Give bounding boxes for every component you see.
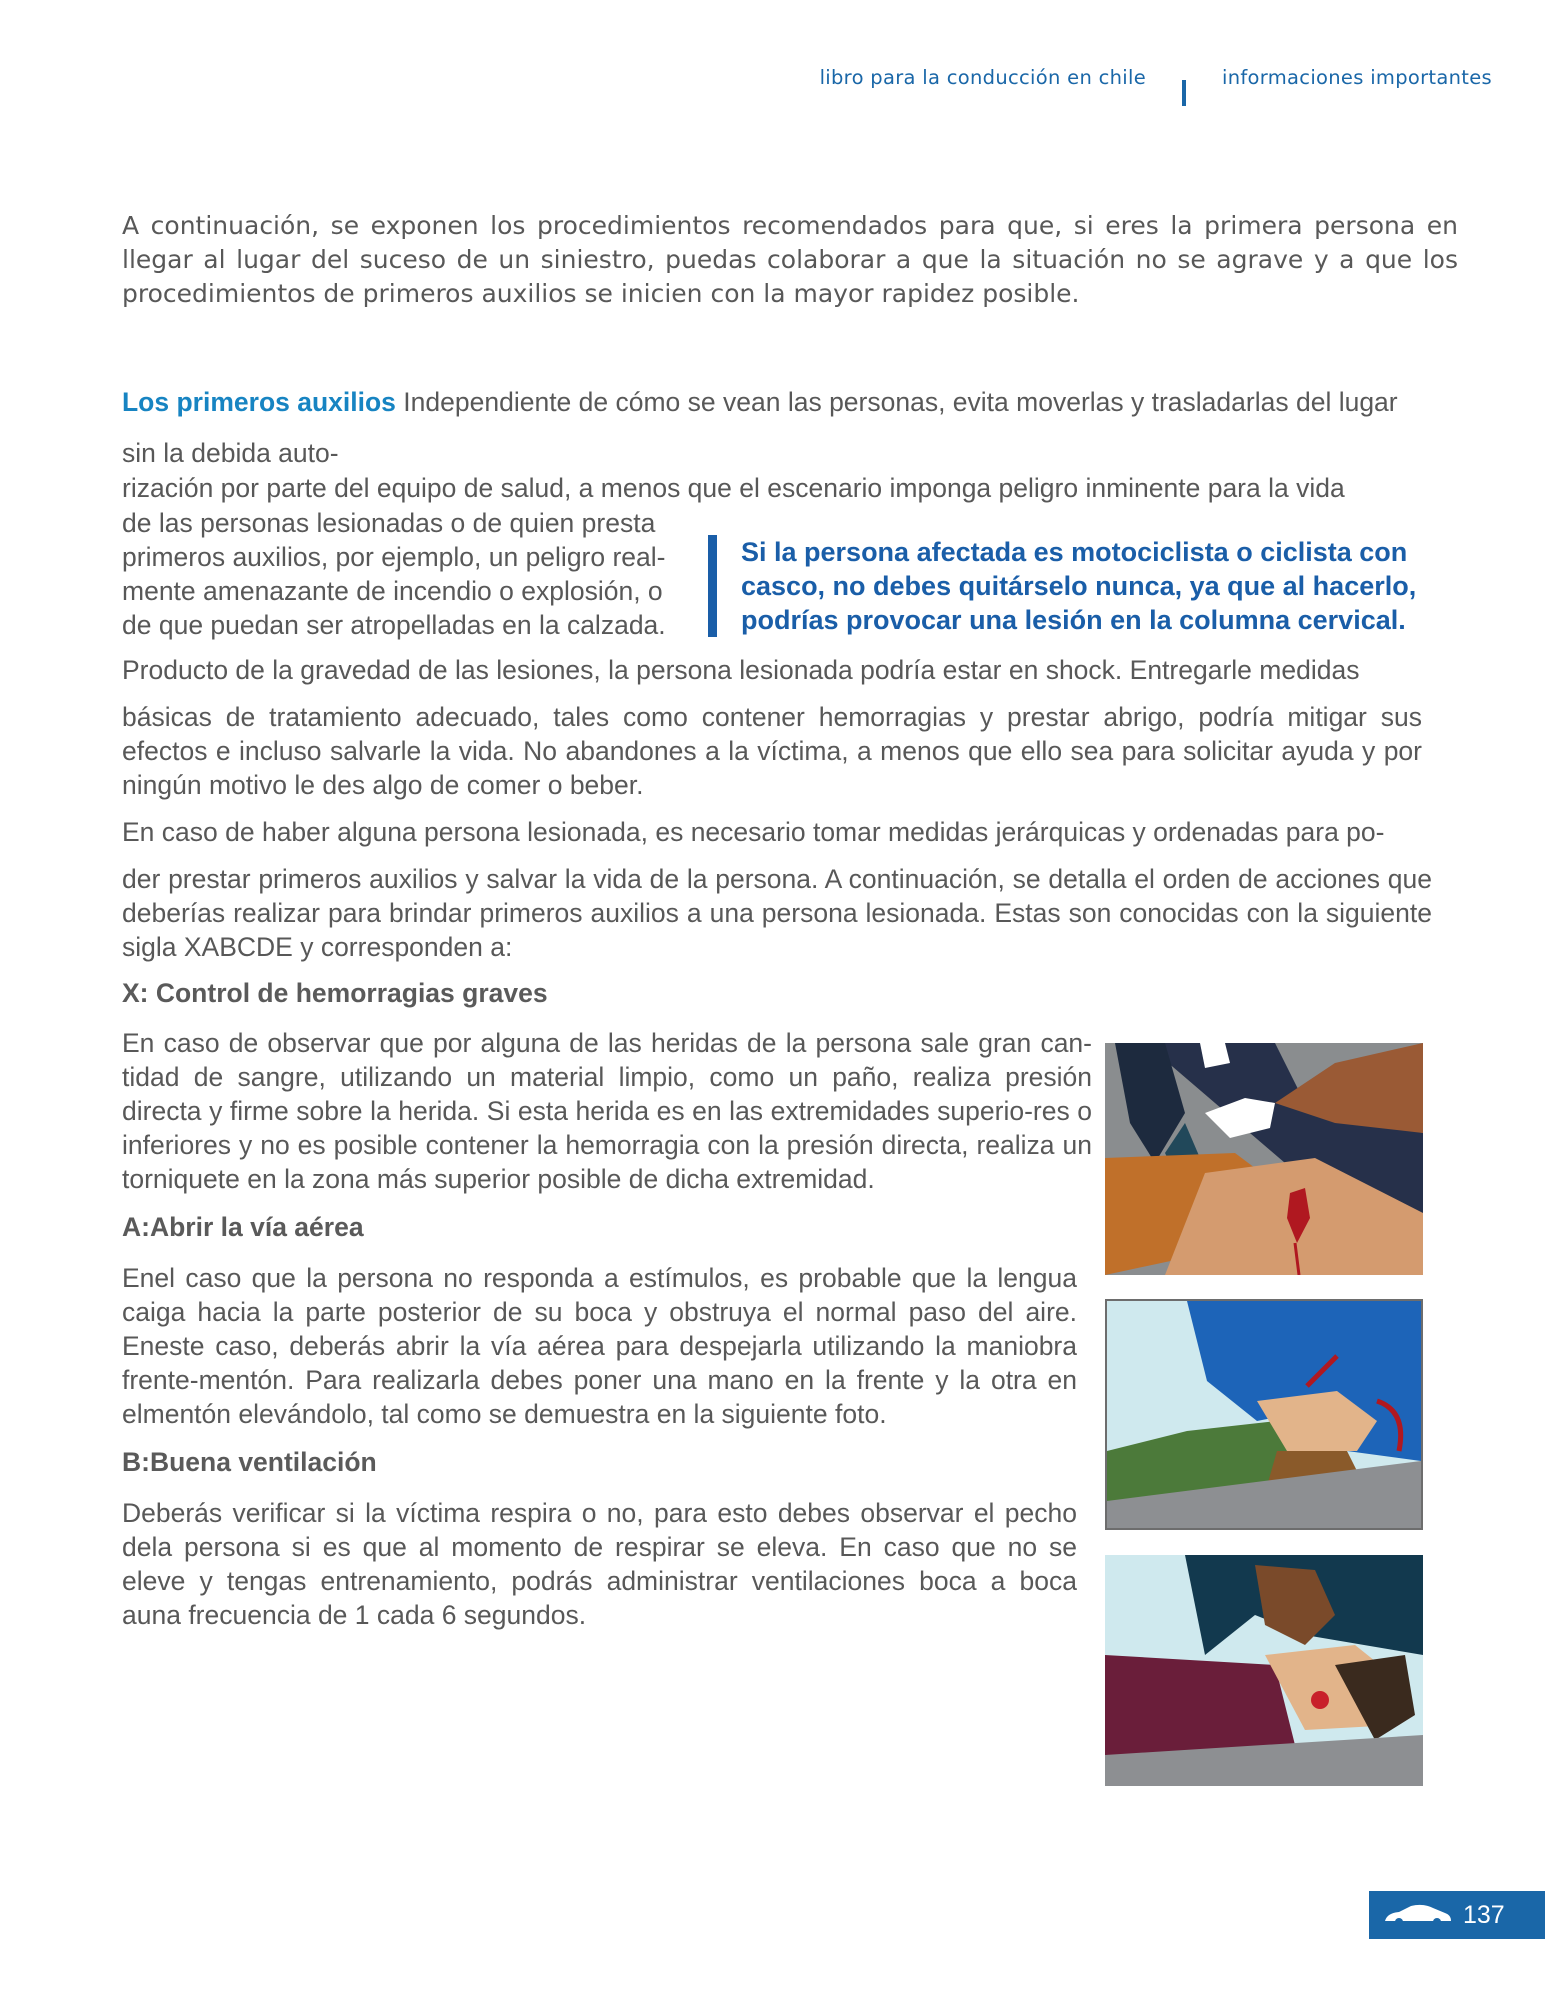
- running-header: [820, 66, 1492, 106]
- header-section-title: informaciones importantes: [1222, 66, 1492, 89]
- intro-paragraph: A continuación, se exponen los procedimientos recomendados para que, si eres la primera persona en llegar al lugar del suceso de un siniestro, puedas colaborar a que la situación no se agrave y a que los procedimientos de primeros auxilios se inicien con la mayor rapidez posible.: [122, 211, 1458, 308]
- first-aid-line-1: [122, 385, 1458, 419]
- section-x-body: En caso de observar que por alguna de las heridas de la persona sale gran can-tidad de sangre, utilizando un material limpio, como un paño, realiza presión directa y firme sobre la herida. Si esta herida es en las extremidades superio-res o inferiores y no es posible contener la hemorragia con la presión directa, realiza un torniquete en la zona más superior posible de dicha extremidad.: [122, 1028, 1092, 1194]
- header-book-title: libro para la conducción en chile: [819, 66, 1147, 89]
- order-line-1: En caso de haber alguna persona lesionada, es necesario tomar medidas jerárquicas y ordenadas para po-: [122, 817, 1385, 847]
- first-aid-line-4: de las personas lesionadas o de quien presta: [122, 508, 656, 538]
- section-a-title: A:Abrir la vía aérea: [122, 1212, 364, 1242]
- ventilation-illustration: [1105, 1555, 1423, 1786]
- first-aid-line-2: sin la debida auto-: [122, 438, 339, 468]
- first-aid-line-7: de que puedan ser atropelladas en la calzada.: [122, 610, 666, 640]
- header-separator: [1182, 80, 1186, 106]
- first-aid-lead: Los primeros auxilios: [122, 387, 396, 417]
- page-number: 137: [1463, 1900, 1505, 1929]
- first-aid-line-3: rización por parte del equipo de salud, a menos que el escenario imponga peligro inminente para la vida: [122, 473, 1345, 503]
- first-aid-line-5: primeros auxilios, por ejemplo, un peligro real-: [122, 542, 666, 572]
- section-b-body: Deberás verificar si la víctima respira o no, para esto debes observar el pecho dela persona si es que al momento de respirar se eleva. En caso que no se eleve y tengas entrenamiento, podrás administrar ventilaciones boca a boca auna frecuencia de 1 cada 6 segundos.: [122, 1498, 1077, 1630]
- page-number-tab: [1369, 1891, 1545, 1939]
- section-b-title: B:Buena ventilación: [122, 1447, 377, 1477]
- airway-illustration: [1105, 1299, 1423, 1530]
- helmet-warning-callout: Si la persona afectada es motociclista o ciclista con casco, no debes quitárselo nunca, ya que al hacerlo, podrías provocar una lesión en la columna cervical.: [708, 535, 1481, 637]
- order-paragraph: der prestar primeros auxilios y salvar la vida de la persona. A continuación, se detalla el orden de acciones que deberías realizar para brindar primeros auxilios a una persona lesionada. Estas son conocidas con la siguiente sigla XABCDE y corresponden a:: [122, 864, 1432, 962]
- section-a-body: Enel caso que la persona no responda a estímulos, es probable que la lengua caiga hacia la parte posterior de su boca y obstruya el normal paso del aire. Eneste caso, deberás abrir la vía aérea para despejarla utilizando la maniobra frente-mentón. Para realizarla debes poner una mano en la frente y la otra en elmentón elevándolo, tal como se demuestra en la siguiente foto.: [122, 1263, 1077, 1429]
- section-x-title: X: Control de hemorragias graves: [122, 978, 548, 1008]
- first-aid-line-6: mente amenazante de incendio o explosión, o: [122, 576, 663, 606]
- car-icon: [1383, 1903, 1453, 1927]
- first-aid-line-1-text: Independiente de cómo se vean las personas, evita moverlas y trasladarlas del lugar: [403, 387, 1398, 417]
- shock-line-1: Producto de la gravedad de las lesiones, la persona lesionada podría estar en shock. Entregarle medidas: [122, 655, 1360, 685]
- hemorrhage-illustration: [1105, 1043, 1423, 1275]
- shock-paragraph: básicas de tratamiento adecuado, tales como contener hemorragias y prestar abrigo, podría mitigar sus efectos e incluso salvarle la vida. No abandones a la víctima, a menos que ello sea para solicitar ayuda y por ningún motivo le des algo de comer o beber.: [122, 702, 1422, 800]
